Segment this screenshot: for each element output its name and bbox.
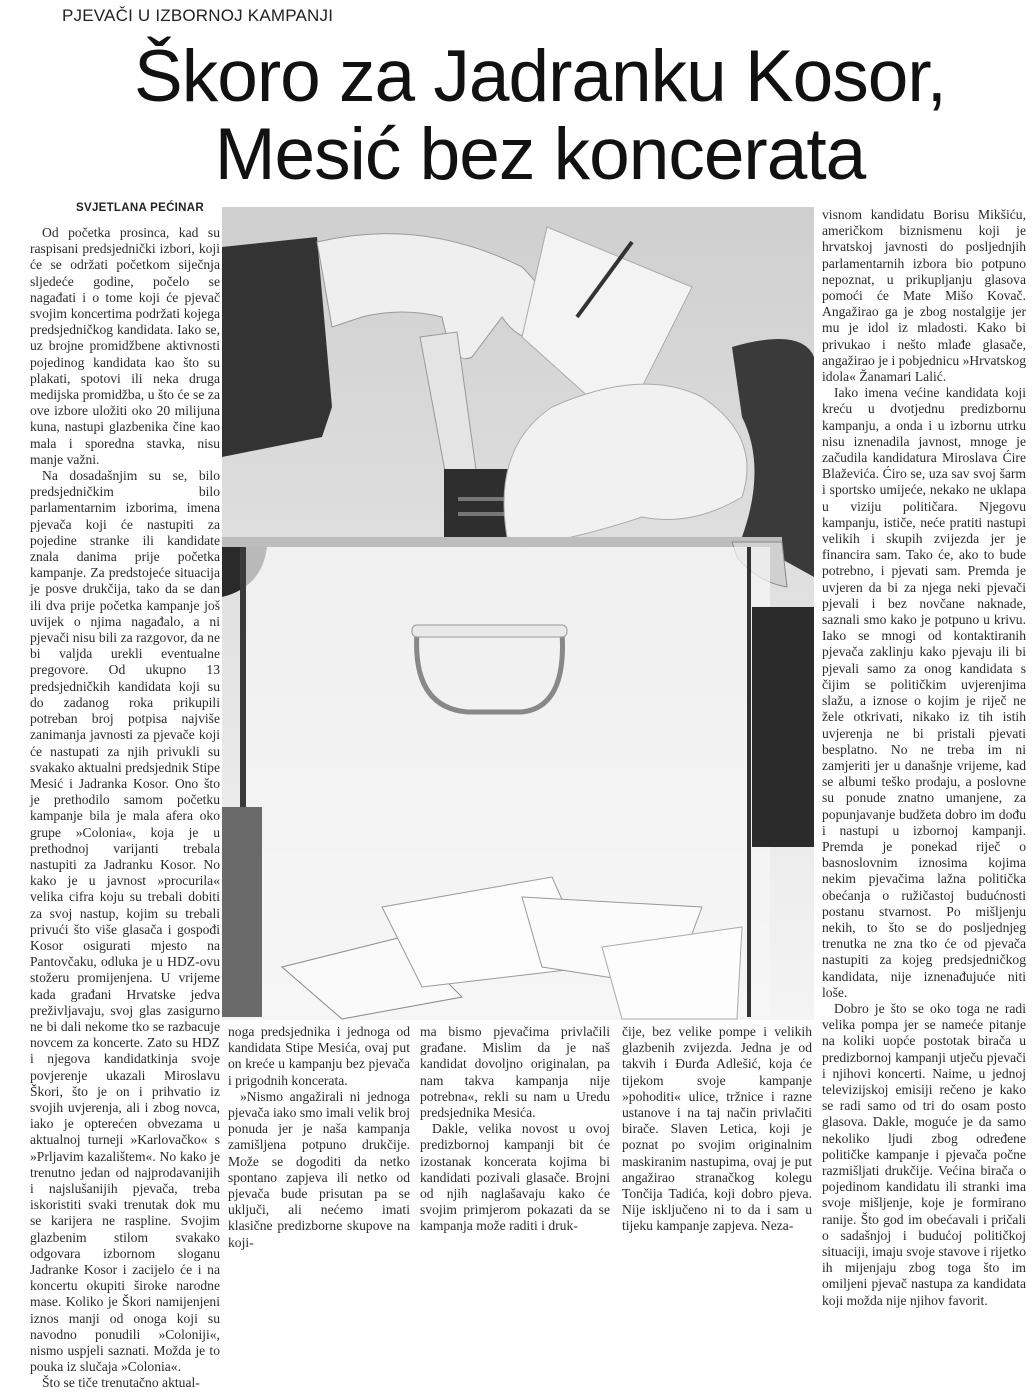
paragraph: Od početka prosinca, kad su raspisani predsjednički izbori, koji će se održati početkom siječnja sljedeće godine, počelo se nagađati i o tome koji će pjevač svojim koncertima podržati kojega predsjedničkog kandidata. Iako se, uz brojne promidžbene aktivnosti pojedinog kandidata kao što su plakati, spotovi ili neka druga medijska promidžba, u što će se za ove izbore uložiti oko 20 milijuna kuna, nastupi glazbenika čine kao mala i sporedna stavka, nisu manje važni. — [30, 225, 220, 467]
headline-line-1: Škoro za Jadranku Kosor, — [134, 36, 946, 117]
paragraph: Dobro je što se oko toga ne radi velika pompa jer se nameće pitanje na koliki uopće postotak birača u predizbornoj kampanji utječu pjevači i njihovi koncerti. Naime, u jednoj televizijskoj emisiji rečeno je kako se radi samo od tri do osam posto glasova. Dakle, moguće je da samo nekoliko ljudi zbog određene političke kampanje i pjevača počne razmišljati drukčije. Većina birača o pojedinom kandidatu ili stranki ima svoje mišljenje, koje je formirano ranije. Što god im obećavali i pričali o sadašnjoj i budućoj političkoj situaciji, imaju svoje stavove i rijetko ih mijenjaju zbog toga što im omiljeni pjevač nastupa za kandidata koji možda nije njihov favorit. — [822, 1000, 1026, 1308]
column-2 — [228, 1024, 410, 1251]
headline-line-2: Mesić bez koncerata — [214, 114, 866, 195]
paragraph: Na dosadašnjim su se, bilo predsjedničkim bilo parlamentarnim izborima, imena pjevača koji će nastupiti za pojedine stranke ili kandidate znala danima prije početka kampanje. Za predstojeće situacija je posve drukčija, tako da se dan ili dva prije početka kampanje još uvijek o njima nagađalo, a ni pjevači nisu bili za razgovor, da ne bi valjda urekli eventualne pregovore. Od ukupno 13 predsjedničkih kandidata koji su do zadanog roka prikupili potreban broj potpisa najviše zanimanja javnosti za pjevače koji će nastupati za njih privukli su svakako aktualni predsjednik Stipe Mesić i Jadranka Kosor. Ono što je prethodilo samom početku kampanje bila je mala afera oko grupe »Colonia«, koja je u prethodnoj varijanti trebala nastupiti za Jadranku Kosor. No kako je u javnost »procurila« velika cifra koju su trebali dobiti za svoj nastup, kojim su trebali privući što više glasača i gospođi Kosor osigurati mjesto na Pantovčaku, odluka je u HDZ-ovu stožeru promijenjena. U vrijeme kada građani Hrvatske jedva preživljavaju, svoj glas zasigurno ne bi dali nekome tko se razbacuje novcem za koncerte. Zato su HDZ i njegova kandidatkinja svoje povjerenje ukazali Miroslavu Škori, što je on i prihvatio iz svojih uvjerenja, ali i zbog novca, iako je opterećen obvezama u aktualnoj turneji »Karlovačko« s »Prljavim kazalištem«. No kako je trenutno jedan od najprodavanijih i najslušanijih pjevača, treba iskoristiti svaki trenutak dok mu se karijera ne raspline. Svojim glazbenim stilom svakako odgovara izbornom sloganu Jadranke Kosor i zacijelo će i na koncertu okupiti široke narodne mase. Koliko je Škori namijenjeni iznos manji od onoga koji su navodno ponudili »Coloniji«, nismo uspjeli saznati. Možda je to pouka iz slučaja »Colonia«. — [30, 468, 220, 1375]
paragraph: Što se tiče trenutačno aktual- — [42, 1375, 200, 1391]
paragraph: Dakle, velika novost u ovoj predizbornoj kampanji bit će izostanak koncerata kojima bi kandidati pozivali glasače. Brojni od njih naglašavaju kako će svojim primjerom pokazati da se kampanja može raditi i druk- — [420, 1121, 610, 1234]
column-1 — [30, 225, 220, 1392]
photo-illustration — [222, 207, 814, 1020]
paragraph: čije, bez velike pompe i velikih glazbenih zvijezda. Jedna je od takvih i Đurđa Adlešić, koja će tijekom svoje kampanje »pohoditi« ulice, tržnice i razne ustanove i na taj način privlačiti birače. Slaven Letica, koji je poznat po svojim originalnim maskiranim nastupima, ovaj je put angažirao stranačkog kolegu Tončija Tadića, koji dobro pjeva. Nije isključeno ni to da i sam u tijeku kampanje zapjeva. Neza- — [622, 1024, 812, 1234]
byline: SVJETLANA PEĆINAR — [76, 202, 204, 214]
paragraph: Iako imena većine kandidata koji kreću u dvotjednu predizbornu kampanju, a onda i u izbornu utrku nisu iznenadila javnost, mnoge je začudila kandidatura Miroslava Ćire Blaževića. Ćiro se, uza sav svoj šarm i sportsko umijeće, nekako ne uklapa u viziju političara. Njegovu kampanju, ističe, neće pratiti nastupi velikih i skupih zvijezda jer je financira sam. Tako će, ako to bude potrebno, i pjevati sam. Premda je uvjeren da bi za njega neki pjevači pjevali i bez novčane naknade, saznali smo kako je potpuno u krivu. Iako se mnogi od kontaktiranih pjevača zaklinju kako pjevaju ili bi pjevali samo za onog kandidata s čijim se političkim uvjerenjima slažu, a iznose o kojim je riječ ne žele otkrivati, nikako iz tih istih uvjerenja ne bi pristali pjevati besplatno. No ne treba im ni zamjeriti jer u današnje vrijeme, kad se albumi teško prodaju, a poslovne su ponude znatno umanjene, za popunjavanje budžeta dobro im dođu i nastupi u izbornoj kampanji. Premda je ponekad riječ o basnoslovnim iznosima kojima nekim pjevačima lažna politička obećanja o ružičastoj budućnosti postanu stvarnost. Po mišljenju nekih, to što se do posljednjeg trenutka ne zna tko će od pjevača nastupiti za kojeg predsjedničkog kandidata, nije iznenađujuće niti loše. — [822, 385, 1026, 1000]
ballot-box-photo — [222, 207, 814, 1020]
sleeve-left — [222, 237, 332, 457]
column-3 — [420, 1024, 610, 1235]
headline — [90, 38, 990, 194]
paragraph: »Nismo angažirali ni jednoga pjevača iako smo imali velik broj ponuda jer je naša kampanja zamišljena potpuno drukčije. Može se dogoditi da netko spontano zapjeva ili netko od pjevača bude prisutan pa se uključi, ali nećemo imati klasične predizborne skupove na koji- — [228, 1088, 410, 1250]
column-5 — [822, 207, 1026, 1309]
column-4 — [622, 1024, 812, 1235]
paragraph: visnom kandidatu Borisu Mikšiću, američkom biznismenu koji je hrvatskoj javnosti do posljednjih parlamentarnih izbora bio potpuno nepoznat, u prikupljanju glasova pomoći će Mate Mišo Kovač. Angažirao ga je zbog nostalgije jer mu je idol iz mladosti. Kako bi privukao i nešto mlađe glasače, angažirao je i pobjednicu »Hrvatskog idola« Žanamari Lalić. — [822, 207, 1026, 385]
kicker: PJEVAČI U IZBORNOJ KAMPANJI — [62, 6, 334, 25]
paragraph: noga predsjednika i jednoga od kandidata Stipe Mesića, ovaj put on kreće u kampanju bez pjevača i prigodnih koncerata. — [228, 1024, 410, 1088]
paragraph: ma bismo pjevačima privlačili građane. Mislim da je naš kandidat dovoljno originalan, pa nam takva kampanja nije potrebna«, rekli su nam u Uredu predsjednika Mesića. — [420, 1024, 610, 1121]
